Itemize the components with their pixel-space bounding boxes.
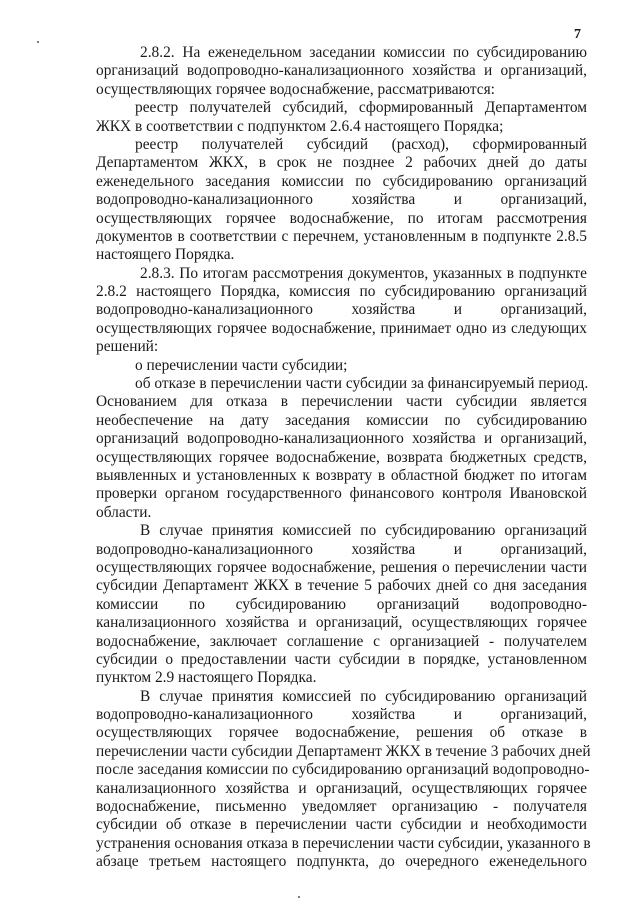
- text-line: 2.8.3. По итогам рассмотрения документов, указанных в подпункте: [140, 264, 587, 282]
- text-line: организаций водопроводно-канализационного хозяйства и организаций,: [96, 62, 587, 80]
- text-line: канализационного хозяйства и организаций, осуществляющих горячее: [96, 779, 587, 797]
- scan-speck: [298, 896, 300, 898]
- text-line: организаций водопроводно-канализационного хозяйства и организаций,: [96, 430, 587, 448]
- text-line: пунктом 2.9 настоящего Порядка.: [96, 669, 317, 687]
- paragraph-p-2-8-2: [96, 44, 587, 99]
- paragraph-p-registry-2: [96, 136, 587, 265]
- text-line: устранения основания отказа в перечислении части субсидии, указанного в: [96, 834, 591, 852]
- paragraph-p-decision-2: [96, 375, 587, 522]
- text-line: осуществляющих горячее водоснабжение, рассматриваются:: [96, 80, 495, 98]
- paragraph-p-registry-1: [96, 99, 587, 136]
- text-line: водоснабжение, заключает соглашение с организацией - получателем: [96, 632, 587, 650]
- text-line: необеспечение на дату заседания комиссии по субсидированию: [96, 411, 587, 429]
- text-line: области.: [96, 503, 152, 521]
- text-line: выявленных и установленных к возврату в областной бюджет по итогам: [96, 466, 587, 484]
- text-line: об отказе в перечислении части субсидии за финансируемый период.: [135, 375, 589, 393]
- text-line: документов в соответствии с перечнем, установленным в подпункте 2.8.5: [96, 227, 587, 245]
- text-line: водопроводно-канализационного хозяйства и организаций,: [96, 706, 587, 724]
- paragraph-p-2-8-3: [96, 265, 587, 357]
- text-line: 2.8.2. На еженедельном заседании комиссии по субсидированию: [140, 44, 587, 61]
- text-line: субсидии Департамент ЖКХ в течение 5 рабочих дней со дня заседания: [96, 577, 587, 595]
- text-line: осуществляющих горячее водоснабжение, решения о перечислении части: [96, 558, 587, 576]
- text-line: Основанием для отказа в перечислении части субсидии является: [96, 393, 587, 411]
- paragraph-p-case-accept: [96, 522, 587, 688]
- text-line: водоснабжение, письменно уведомляет организацию - получателя: [96, 798, 587, 816]
- text-line: 2.8.2 настоящего Порядка, комиссия по субсидированию организаций: [96, 283, 587, 301]
- text-line: водопроводно-канализационного хозяйства и организаций,: [96, 191, 587, 209]
- text-line: субсидии об отказе в перечислении части субсидии и необходимости: [96, 816, 587, 834]
- text-line: водопроводно-канализационного хозяйства и организаций,: [96, 540, 587, 558]
- text-line: еженедельного заседания комиссии по субсидированию организаций: [96, 172, 587, 190]
- paragraph-p-case-refuse: [96, 687, 591, 872]
- text-line: реестр получателей субсидий, сформированный Департаментом: [135, 99, 587, 117]
- text-line: В случае принятия комиссией по субсидированию организаций: [140, 687, 587, 705]
- text-line: канализационного хозяйства и организаций, осуществляющих горячее: [96, 614, 587, 632]
- paragraph-p-decision-1: [96, 357, 587, 375]
- text-line: настоящего Порядка.: [96, 246, 235, 264]
- text-line: осуществляющих горячее водоснабжение, возврата бюджетных средств,: [96, 448, 587, 466]
- text-line: осуществляющих горячее водоснабжение, принимает одно из следующих: [96, 319, 587, 337]
- scan-speck: [37, 41, 39, 43]
- text-line: после заседания комиссии по субсидированию организаций водопроводно-: [96, 761, 590, 779]
- text-line: Департаментом ЖКХ, в срок не позднее 2 рабочих дней до даты: [96, 154, 587, 172]
- text-line: В случае принятия комиссией по субсидированию организаций: [140, 522, 587, 540]
- text-line: осуществляющих горячее водоснабжение, решения об отказе в: [96, 724, 587, 742]
- text-line: решений:: [96, 338, 159, 356]
- document-body: [96, 44, 591, 872]
- text-line: абзаце третьем настоящего подпункта, до очередного еженедельного: [96, 853, 587, 871]
- text-line: ЖКХ в соответствии с подпунктом 2.6.4 настоящего Порядка;: [96, 117, 504, 135]
- text-line: осуществляющих горячее водоснабжение, по итогам рассмотрения: [96, 209, 587, 227]
- text-line: перечислении части субсидии Департамент ЖКХ в течение 3 рабочих дней: [96, 742, 591, 760]
- text-line: проверки органом государственного финансового контроля Ивановской: [96, 485, 587, 503]
- text-line: о перечислении части субсидии;: [135, 356, 348, 374]
- text-line: реестр получателей субсидий (расход), сформированный: [135, 135, 587, 153]
- text-line: комиссии по субсидированию организаций водопроводно-: [96, 595, 587, 613]
- text-line: водопроводно-канализационного хозяйства и организаций,: [96, 301, 587, 319]
- page-number: 7: [574, 27, 581, 42]
- text-line: субсидии о предоставлении части субсидии в порядке, установленном: [96, 650, 587, 668]
